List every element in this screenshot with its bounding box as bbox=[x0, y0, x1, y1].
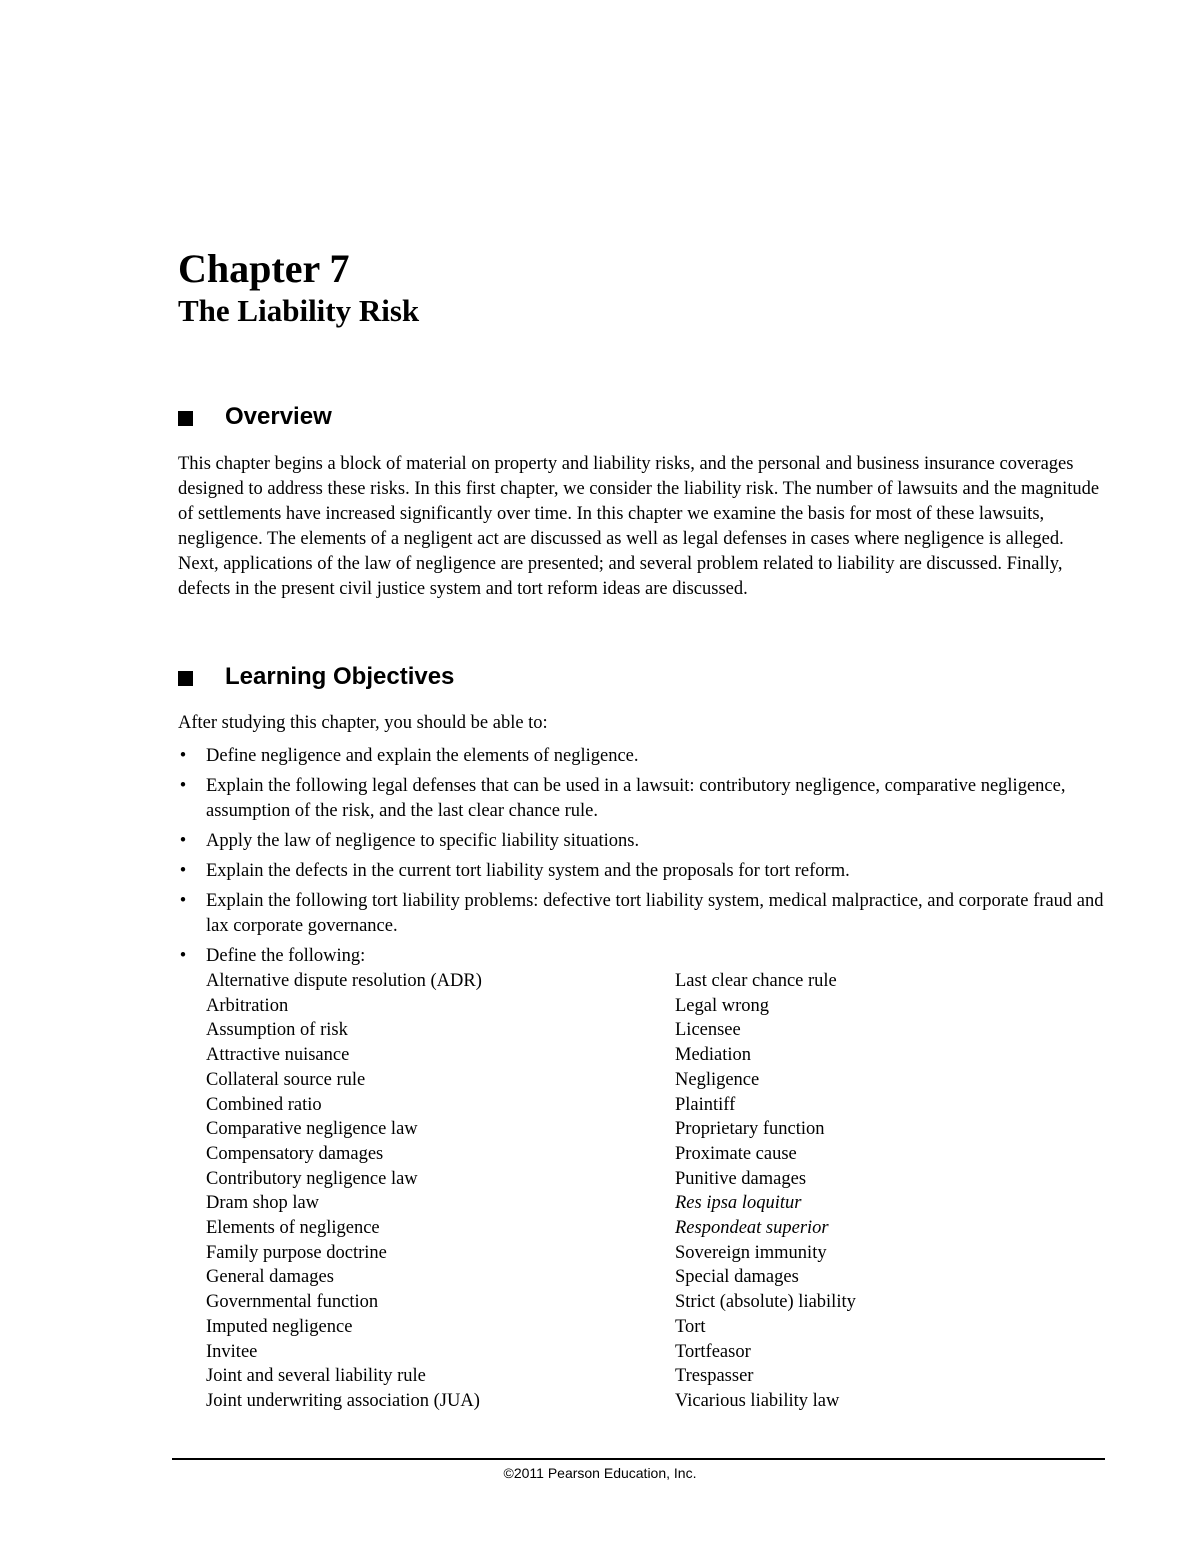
square-bullet-icon bbox=[178, 671, 193, 686]
term-item: Tortfeasor bbox=[675, 1341, 751, 1362]
term-item: Last clear chance rule bbox=[675, 971, 837, 991]
list-item bbox=[178, 829, 1108, 854]
list-item bbox=[178, 944, 1108, 1414]
term-item: Trespasser bbox=[675, 1366, 754, 1387]
learning-objectives-heading bbox=[178, 662, 454, 692]
term-item: Legal wrong bbox=[675, 995, 770, 1016]
terms-columns bbox=[206, 969, 1108, 1414]
bullet-icon: • bbox=[179, 746, 187, 766]
term-item: Strict (absolute) liability bbox=[675, 1292, 856, 1313]
objective-text: Explain the defects in the current tort liability system and the proposals for tort reform. bbox=[206, 861, 850, 881]
terms-list-left bbox=[206, 969, 675, 1414]
footer-copyright: ©2011 Pearson Education, Inc. bbox=[503, 1465, 697, 1481]
term-item: Family purpose doctrine bbox=[206, 1242, 387, 1263]
term-item: Dram shop law bbox=[206, 1193, 320, 1214]
objective-text: Explain the following legal defenses that can be used in a lawsuit: contributory negligence, comparative negligence, assumption of the risk, and the last clear chance rule. bbox=[206, 776, 1066, 821]
term-item: Res ipsa loquitur bbox=[675, 1193, 802, 1214]
objective-text: Define negligence and explain the elements of negligence. bbox=[206, 746, 639, 766]
term-item: Licensee bbox=[675, 1020, 741, 1041]
term-item: Plaintiff bbox=[675, 1094, 736, 1115]
term-item: Joint and several liability rule bbox=[206, 1366, 426, 1387]
objectives-list bbox=[178, 744, 1108, 1414]
term-item: Proprietary function bbox=[675, 1119, 825, 1140]
define-label: Define the following: bbox=[206, 946, 366, 966]
overview-paragraph: This chapter begins a block of material on property and liability risks, and the personal and business insurance coverages designed to address these risks. In this first chapter, we consider the liability risk. The number of lawsuits and the magnitude of settlements have increased significantly over time. In this chapter we examine the basis for most of these lawsuits, negligence. The elements of a negligent act are discussed as well as legal defenses in cases where negligence is alleged. Next, applications of the law of negligence are presented; and several problem related to liability are discussed. Finally, defects in the present civil justice system and tort reform ideas are discussed. bbox=[178, 454, 1100, 599]
square-bullet-icon bbox=[178, 411, 193, 426]
term-item: Attractive nuisance bbox=[206, 1045, 350, 1066]
list-item bbox=[178, 744, 1108, 769]
term-item: Sovereign immunity bbox=[675, 1242, 827, 1263]
bullet-icon: • bbox=[179, 831, 187, 851]
term-item: Arbitration bbox=[206, 995, 289, 1016]
term-item: Assumption of risk bbox=[206, 1020, 348, 1041]
term-item: Punitive damages bbox=[675, 1168, 807, 1189]
term-item: Mediation bbox=[675, 1045, 752, 1066]
term-item: Comparative negligence law bbox=[206, 1119, 418, 1140]
chapter-title: Chapter 7 bbox=[178, 246, 350, 291]
term-item: Compensatory damages bbox=[206, 1143, 384, 1164]
overview-heading bbox=[178, 402, 332, 432]
term-item: Negligence bbox=[675, 1069, 760, 1090]
bullet-icon: • bbox=[179, 776, 187, 796]
overview-heading-label: Overview bbox=[225, 403, 332, 430]
term-item: Vicarious liability law bbox=[675, 1390, 840, 1411]
footer-divider bbox=[172, 1458, 1105, 1460]
term-item: Invitee bbox=[206, 1341, 258, 1362]
term-item: Joint underwriting association (JUA) bbox=[206, 1390, 480, 1411]
list-item bbox=[178, 859, 1108, 884]
term-item: Governmental function bbox=[206, 1292, 379, 1313]
term-item: Collateral source rule bbox=[206, 1069, 366, 1090]
term-item: General damages bbox=[206, 1267, 334, 1288]
list-item bbox=[178, 889, 1108, 939]
term-item: Combined ratio bbox=[206, 1094, 322, 1115]
objective-text: Explain the following tort liability problems: defective tort liability system, medical malpractice, and corporate fraud and lax corporate governance. bbox=[206, 891, 1104, 936]
list-item bbox=[178, 774, 1108, 824]
term-item: Alternative dispute resolution (ADR) bbox=[206, 971, 482, 991]
objective-text: Apply the law of negligence to specific liability situations. bbox=[206, 831, 640, 851]
objectives-intro: After studying this chapter, you should be able to: bbox=[178, 713, 548, 733]
term-item: Imputed negligence bbox=[206, 1316, 353, 1337]
bullet-icon: • bbox=[179, 861, 187, 881]
term-item: Special damages bbox=[675, 1267, 799, 1288]
bullet-icon: • bbox=[179, 891, 187, 911]
term-item: Elements of negligence bbox=[206, 1218, 380, 1239]
term-item: Contributory negligence law bbox=[206, 1168, 418, 1189]
bullet-icon: • bbox=[179, 946, 187, 966]
term-item: Proximate cause bbox=[675, 1143, 797, 1164]
learning-objectives-heading-label: Learning Objectives bbox=[225, 663, 455, 690]
term-item: Tort bbox=[675, 1316, 706, 1337]
chapter-subtitle: The Liability Risk bbox=[178, 293, 420, 328]
term-item: Respondeat superior bbox=[675, 1218, 829, 1239]
terms-list-right bbox=[675, 969, 1075, 1414]
